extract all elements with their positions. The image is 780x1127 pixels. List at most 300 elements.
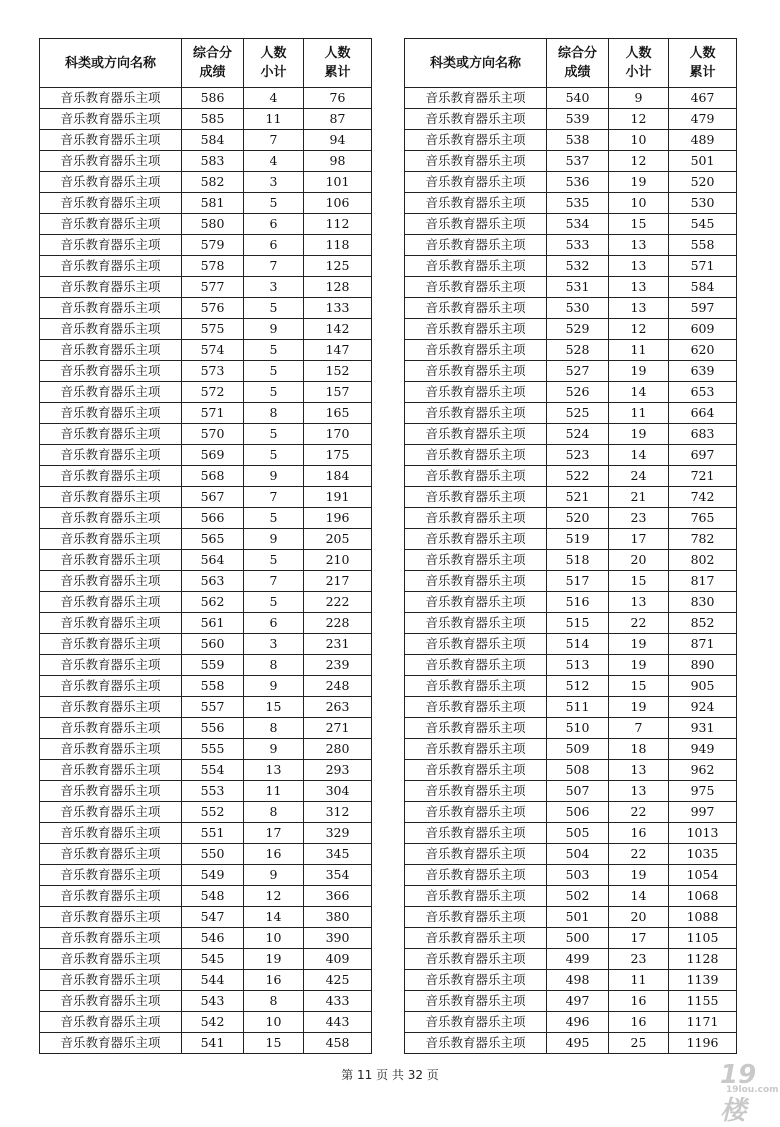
cell-score: 582 [182,172,244,193]
cell-name: 音乐教育器乐主项 [40,109,182,130]
cell-cumulative: 458 [304,1033,372,1054]
cell-score: 569 [182,445,244,466]
cell-count: 19 [244,949,304,970]
cell-count: 16 [609,1012,669,1033]
cell-cumulative: 271 [304,718,372,739]
table-row [405,970,737,991]
cell-name: 音乐教育器乐主项 [405,865,547,886]
cell-count: 8 [244,655,304,676]
cell-score: 499 [547,949,609,970]
cell-name: 音乐教育器乐主项 [405,298,547,319]
cell-count: 5 [244,508,304,529]
table-row [40,214,372,235]
cell-cumulative: 118 [304,235,372,256]
cell-score: 581 [182,193,244,214]
cell-score: 567 [182,487,244,508]
table-row [405,172,737,193]
cell-score: 555 [182,739,244,760]
cell-score: 545 [182,949,244,970]
table-row [405,319,737,340]
cell-count: 10 [609,130,669,151]
cell-name: 音乐教育器乐主项 [40,970,182,991]
cell-cumulative: 98 [304,151,372,172]
cell-score: 584 [182,130,244,151]
cell-count: 10 [244,928,304,949]
table-row [405,382,737,403]
cell-score: 506 [547,802,609,823]
table-row [405,844,737,865]
cell-count: 9 [244,865,304,886]
cell-count: 20 [609,550,669,571]
header-score-line2: 成绩 [199,65,226,80]
table-row [405,928,737,949]
cell-name: 音乐教育器乐主项 [405,424,547,445]
cell-name: 音乐教育器乐主项 [405,991,547,1012]
cell-name: 音乐教育器乐主项 [40,340,182,361]
cell-score: 513 [547,655,609,676]
cell-name: 音乐教育器乐主项 [405,949,547,970]
cell-score: 549 [182,865,244,886]
cell-score: 574 [182,340,244,361]
cell-cumulative: 152 [304,361,372,382]
cell-cumulative: 106 [304,193,372,214]
cell-count: 17 [609,529,669,550]
cell-score: 526 [547,382,609,403]
cell-cumulative: 205 [304,529,372,550]
cell-name: 音乐教育器乐主项 [405,655,547,676]
cell-name: 音乐教育器乐主项 [405,235,547,256]
table-row [405,1033,737,1054]
table-row [40,508,372,529]
cell-score: 573 [182,361,244,382]
cell-name: 音乐教育器乐主项 [40,403,182,424]
cell-count: 9 [244,676,304,697]
cell-count: 14 [609,886,669,907]
cell-name: 音乐教育器乐主项 [40,508,182,529]
table-row [405,760,737,781]
cell-count: 6 [244,235,304,256]
table-row [40,340,372,361]
cell-score: 496 [547,1012,609,1033]
header-name-text: 科类或方向名称 [64,55,156,71]
cell-cumulative: 1171 [669,1012,737,1033]
cell-cumulative: 128 [304,277,372,298]
table-row [405,130,737,151]
header-name [405,39,547,88]
page-footer: 第 11 页 共 32 页 [341,1068,439,1082]
cell-count: 3 [244,634,304,655]
cell-count: 22 [609,613,669,634]
cell-name: 音乐教育器乐主项 [40,361,182,382]
cell-cumulative: 157 [304,382,372,403]
cell-score: 531 [547,277,609,298]
cell-name: 音乐教育器乐主项 [405,466,547,487]
cell-score: 508 [547,760,609,781]
cell-cumulative: 142 [304,319,372,340]
cell-cumulative: 609 [669,319,737,340]
cell-name: 音乐教育器乐主项 [40,802,182,823]
cell-cumulative: 231 [304,634,372,655]
cell-score: 546 [182,928,244,949]
table-row [405,361,737,382]
cell-score: 500 [547,928,609,949]
cell-score: 577 [182,277,244,298]
cell-count: 4 [244,88,304,109]
cell-score: 547 [182,907,244,928]
cell-score: 552 [182,802,244,823]
cell-cumulative: 530 [669,193,737,214]
cell-cumulative: 683 [669,424,737,445]
cell-count: 11 [244,109,304,130]
cell-cumulative: 871 [669,634,737,655]
cell-name: 音乐教育器乐主项 [405,172,547,193]
cell-count: 21 [609,487,669,508]
table-row [405,508,737,529]
cell-name: 音乐教育器乐主项 [405,508,547,529]
cell-name: 音乐教育器乐主项 [405,1033,547,1054]
table-row [40,907,372,928]
cell-name: 音乐教育器乐主项 [40,634,182,655]
cell-count: 23 [609,508,669,529]
cell-cumulative: 962 [669,760,737,781]
cell-score: 570 [182,424,244,445]
cell-name: 音乐教育器乐主项 [40,529,182,550]
cell-count: 4 [244,151,304,172]
header-cum-line2: 累计 [324,65,351,80]
cell-name: 音乐教育器乐主项 [405,907,547,928]
cell-count: 12 [609,151,669,172]
table-row [40,382,372,403]
cell-cumulative: 1128 [669,949,737,970]
table-row [405,613,737,634]
cell-score: 528 [547,340,609,361]
cell-cumulative: 443 [304,1012,372,1033]
table-row [40,760,372,781]
table-row [40,823,372,844]
cell-cumulative: 304 [304,781,372,802]
cell-cumulative: 263 [304,697,372,718]
cell-count: 13 [609,781,669,802]
cell-name: 音乐教育器乐主项 [40,718,182,739]
cell-score: 556 [182,718,244,739]
cell-score: 536 [547,172,609,193]
cell-cumulative: 924 [669,697,737,718]
table-row [40,991,372,1012]
cell-count: 13 [609,592,669,613]
table-row [405,88,737,109]
cell-name: 音乐教育器乐主项 [40,382,182,403]
table-row [40,592,372,613]
cell-score: 503 [547,865,609,886]
cell-score: 561 [182,613,244,634]
table-row [405,697,737,718]
cell-cumulative: 742 [669,487,737,508]
table-row [405,529,737,550]
cell-count: 9 [244,739,304,760]
cell-name: 音乐教育器乐主项 [40,781,182,802]
cell-count: 13 [609,298,669,319]
cell-count: 17 [609,928,669,949]
cell-cumulative: 425 [304,970,372,991]
cell-score: 532 [547,256,609,277]
table-row [40,928,372,949]
cell-count: 24 [609,466,669,487]
cell-cumulative: 830 [669,592,737,613]
cell-cumulative: 905 [669,676,737,697]
table-row [40,130,372,151]
cell-name: 音乐教育器乐主项 [40,172,182,193]
cell-count: 19 [609,424,669,445]
cell-count: 19 [609,634,669,655]
cell-count: 11 [244,781,304,802]
cell-score: 542 [182,1012,244,1033]
cell-count: 5 [244,445,304,466]
table-row [405,487,737,508]
cell-cumulative: 802 [669,550,737,571]
cell-count: 3 [244,172,304,193]
table-row [40,235,372,256]
table-row [405,298,737,319]
cell-cumulative: 222 [304,592,372,613]
cell-score: 525 [547,403,609,424]
cell-name: 音乐教育器乐主项 [405,928,547,949]
cell-cumulative: 175 [304,445,372,466]
table-row [405,655,737,676]
cell-score: 527 [547,361,609,382]
cell-count: 5 [244,424,304,445]
table-row [405,865,737,886]
cell-count: 5 [244,361,304,382]
table-row [40,256,372,277]
header-count-line2: 小计 [625,65,652,80]
cell-score: 535 [547,193,609,214]
cell-cumulative: 1035 [669,844,737,865]
table-header-row [405,39,737,88]
cell-name: 音乐教育器乐主项 [40,1012,182,1033]
cell-score: 520 [547,508,609,529]
cell-cumulative: 520 [669,172,737,193]
table-row [40,634,372,655]
table-row [405,1012,737,1033]
cell-name: 音乐教育器乐主项 [40,697,182,718]
cell-name: 音乐教育器乐主项 [405,361,547,382]
cell-count: 5 [244,550,304,571]
cell-name: 音乐教育器乐主项 [40,130,182,151]
cell-count: 11 [609,970,669,991]
cell-count: 10 [244,1012,304,1033]
table-row [40,319,372,340]
table-row [40,970,372,991]
cell-name: 音乐教育器乐主项 [405,88,547,109]
cell-name: 音乐教育器乐主项 [405,130,547,151]
cell-name: 音乐教育器乐主项 [405,823,547,844]
cell-score: 519 [547,529,609,550]
table-row [405,634,737,655]
cell-cumulative: 147 [304,340,372,361]
cell-count: 14 [609,445,669,466]
cell-score: 562 [182,592,244,613]
table-row [40,865,372,886]
cell-name: 音乐教育器乐主项 [405,739,547,760]
table-row [40,886,372,907]
cell-count: 6 [244,613,304,634]
table-row [40,844,372,865]
cell-name: 音乐教育器乐主项 [405,760,547,781]
cell-score: 560 [182,634,244,655]
table-body-left [40,88,372,1054]
cell-score: 540 [547,88,609,109]
cell-score: 533 [547,235,609,256]
cell-count: 19 [609,361,669,382]
cell-name: 音乐教育器乐主项 [40,151,182,172]
cell-count: 6 [244,214,304,235]
table-row [405,256,737,277]
cell-cumulative: 196 [304,508,372,529]
cell-count: 12 [609,109,669,130]
cell-count: 14 [244,907,304,928]
cell-score: 501 [547,907,609,928]
cell-score: 586 [182,88,244,109]
cell-cumulative: 664 [669,403,737,424]
cell-count: 8 [244,403,304,424]
table-row [40,403,372,424]
cell-score: 514 [547,634,609,655]
cell-count: 14 [609,382,669,403]
cell-name: 音乐教育器乐主项 [405,256,547,277]
table-row [405,151,737,172]
cell-count: 19 [609,697,669,718]
cell-count: 7 [244,571,304,592]
cell-score: 585 [182,109,244,130]
cell-cumulative: 217 [304,571,372,592]
cell-count: 5 [244,193,304,214]
cell-score: 543 [182,991,244,1012]
table-row [405,424,737,445]
cell-cumulative: 1155 [669,991,737,1012]
table-row [405,676,737,697]
cell-cumulative: 639 [669,361,737,382]
table-row [40,697,372,718]
cell-count: 16 [609,991,669,1012]
cell-cumulative: 76 [304,88,372,109]
cell-cumulative: 165 [304,403,372,424]
table-row [40,781,372,802]
cell-name: 音乐教育器乐主项 [40,760,182,781]
cell-cumulative: 170 [304,424,372,445]
table-row [405,571,737,592]
header-cumulative [669,39,737,88]
cell-count: 8 [244,718,304,739]
cell-score: 557 [182,697,244,718]
cell-cumulative: 1068 [669,886,737,907]
cell-name: 音乐教育器乐主项 [405,1012,547,1033]
cell-count: 13 [609,277,669,298]
table-row [40,298,372,319]
cell-score: 554 [182,760,244,781]
cell-name: 音乐教育器乐主项 [40,277,182,298]
cell-score: 502 [547,886,609,907]
table-row [405,193,737,214]
cell-cumulative: 312 [304,802,372,823]
cell-name: 音乐教育器乐主项 [40,466,182,487]
cell-name: 音乐教育器乐主项 [405,193,547,214]
cell-score: 575 [182,319,244,340]
table-row [40,88,372,109]
cell-cumulative: 433 [304,991,372,1012]
cell-count: 19 [609,655,669,676]
cell-count: 15 [609,571,669,592]
cell-name: 音乐教育器乐主项 [405,214,547,235]
cell-count: 7 [244,130,304,151]
table-row [405,214,737,235]
cell-name: 音乐教育器乐主项 [40,550,182,571]
header-name-text: 科类或方向名称 [429,55,521,71]
header-count-line1: 人数 [625,46,652,61]
cell-score: 566 [182,508,244,529]
table-row [40,193,372,214]
cell-count: 15 [609,214,669,235]
cell-score: 498 [547,970,609,991]
cell-count: 7 [609,718,669,739]
cell-cumulative: 975 [669,781,737,802]
cell-count: 5 [244,592,304,613]
cell-name: 音乐教育器乐主项 [40,424,182,445]
cell-score: 583 [182,151,244,172]
cell-count: 12 [609,319,669,340]
cell-count: 8 [244,991,304,1012]
table-row [40,1012,372,1033]
cell-count: 19 [609,865,669,886]
cell-score: 563 [182,571,244,592]
cell-cumulative: 184 [304,466,372,487]
cell-cumulative: 949 [669,739,737,760]
cell-cumulative: 239 [304,655,372,676]
table-row [405,109,737,130]
cell-score: 580 [182,214,244,235]
header-count [244,39,304,88]
cell-cumulative: 597 [669,298,737,319]
table-row [40,361,372,382]
cell-count: 19 [609,172,669,193]
cell-name: 音乐教育器乐主项 [40,256,182,277]
cell-count: 9 [609,88,669,109]
cell-cumulative: 133 [304,298,372,319]
cell-cumulative: 409 [304,949,372,970]
cell-name: 音乐教育器乐主项 [40,655,182,676]
cell-score: 539 [547,109,609,130]
cell-name: 音乐教育器乐主项 [405,550,547,571]
cell-count: 7 [244,256,304,277]
cell-cumulative: 1088 [669,907,737,928]
table-row [40,550,372,571]
cell-name: 音乐教育器乐主项 [40,928,182,949]
cell-score: 512 [547,676,609,697]
cell-score: 524 [547,424,609,445]
cell-score: 564 [182,550,244,571]
table-row [405,550,737,571]
cell-name: 音乐教育器乐主项 [40,88,182,109]
table-row [40,802,372,823]
cell-name: 音乐教育器乐主项 [40,949,182,970]
header-name [40,39,182,88]
cell-score: 523 [547,445,609,466]
table-row [405,823,737,844]
cell-score: 565 [182,529,244,550]
cell-cumulative: 293 [304,760,372,781]
cell-score: 511 [547,697,609,718]
cell-score: 516 [547,592,609,613]
cell-cumulative: 852 [669,613,737,634]
